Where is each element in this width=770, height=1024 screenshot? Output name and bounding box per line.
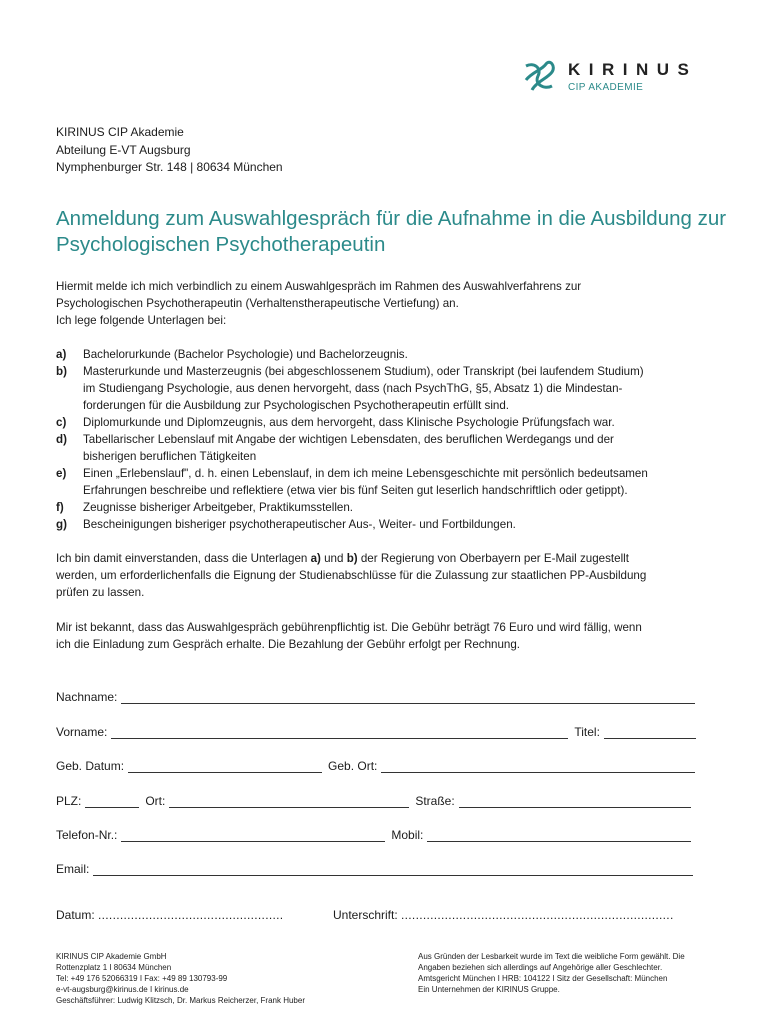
titel-field[interactable] <box>604 726 696 739</box>
intro-line: Psychologischen Psychotherapeutin (Verhaltenstherapeutische Vertiefung) an. <box>56 297 459 310</box>
form-row-adresse <box>56 790 706 808</box>
unterschrift-row <box>333 908 674 922</box>
footer-line: Ein Unternehmen der KIRINUS Gruppe. <box>418 985 560 994</box>
document-item <box>56 516 726 533</box>
document-line: Masterurkunde und Masterzeugnis (bei abgeschlossenem Studium), oder Transkript (bei laufendem Studium) <box>83 365 644 378</box>
fee-line: Mir ist bekannt, dass das Auswahlgespräch gebührenpflichtig ist. Die Gebühr beträgt 76 Euro und wird fällig, wenn <box>56 621 642 634</box>
intro-line: Hiermit melde ich mich verbindlich zu einem Auswahlgespräch im Rahmen des Auswahlverfahrens zur <box>56 280 582 293</box>
intro-paragraph <box>56 278 726 329</box>
documents-list <box>56 346 726 533</box>
consent-line <box>56 550 726 567</box>
document-line: im Studiengang Psychologie, aus denen hervorgeht, dass (nach PsychThG, §5, Absatz 1) die Mindestan- <box>83 382 623 395</box>
address-line: KIRINUS CIP Akademie <box>56 125 184 139</box>
geb-datum-label: Geb. Datum: <box>56 759 125 773</box>
fee-line: ich die Einladung zum Gespräch erhalte. Die Bezahlung der Gebühr erfolgt per Rechnung. <box>56 638 521 651</box>
fee-paragraph <box>56 619 726 653</box>
email-field[interactable] <box>93 863 693 876</box>
footer-line: Tel: +49 176 52066319 I Fax: +49 89 130793-99 <box>56 974 228 983</box>
document-line: forderungen für die Ausbildung zur Psychologischen Psychotherapeutin erfüllt sind. <box>83 399 510 412</box>
vorname-label: Vorname: <box>56 725 108 739</box>
page-title: Anmeldung zum Auswahlgespräch für die Aufnahme in die Ausbildung zur Psychologischen Psychotherapeutin <box>56 207 727 256</box>
nachname-field[interactable] <box>121 691 695 704</box>
form-row-nachname <box>56 686 706 704</box>
telefon-field[interactable] <box>121 829 385 842</box>
plz-label: PLZ: <box>56 794 82 808</box>
consent-ref-b: b) <box>346 552 358 565</box>
document-item <box>56 465 726 499</box>
document-line: Tabellarischer Lebenslauf mit Angabe der wichtigen Lebensdaten, des beruflichen Werdegangs und der <box>83 433 614 446</box>
document-item <box>56 363 726 414</box>
plz-field[interactable] <box>85 795 139 808</box>
strasse-field[interactable] <box>459 795 691 808</box>
geb-ort-field[interactable] <box>381 760 695 773</box>
nachname-label: Nachname: <box>56 690 118 704</box>
logo-subtitle: CIP AKADEMIE <box>568 82 644 93</box>
document-letter: g) <box>56 518 67 531</box>
address-line: Nymphenburger Str. 148 | 80634 München <box>56 160 283 174</box>
unterschrift-label: Unterschrift: <box>333 908 398 922</box>
form-row-geburt <box>56 755 706 773</box>
document-item <box>56 346 726 363</box>
datum-field[interactable]: ................................................... <box>98 908 284 922</box>
footer-line: Geschäftsführer: Ludwig Klitzsch, Dr. Markus Reicherzer, Frank Huber <box>56 996 305 1005</box>
document-line: Bescheinigungen bisheriger psychotherapeutischer Aus-, Weiter- und Fortbildungen. <box>83 518 516 531</box>
document-line: bisherigen beruflichen Tätigkeiten <box>83 450 257 463</box>
mobil-field[interactable] <box>427 829 691 842</box>
document-item <box>56 414 726 431</box>
document-line: Erfahrungen beschreibe und reflektiere (etwa vier bis fünf Seiten gut leserlich handschriftlich oder getippt). <box>83 484 628 497</box>
document-letter: d) <box>56 433 67 446</box>
document-line: Zeugnisse bisheriger Arbeitgeber, Praktikumsstellen. <box>83 501 354 514</box>
datum-row <box>56 908 283 922</box>
address-line: Abteilung E-VT Augsburg <box>56 142 191 157</box>
form-row-telefon <box>56 824 706 842</box>
geb-ort-label: Geb. Ort: <box>328 759 378 773</box>
document-item <box>56 431 726 465</box>
intro-line: Ich lege folgende Unterlagen bei: <box>56 314 227 327</box>
consent-paragraph <box>56 550 726 601</box>
strasse-label: Straße: <box>415 794 455 808</box>
footer-line: e-vt-augsburg@kirinus.de I kirinus.de <box>56 985 189 994</box>
document-letter: b) <box>56 365 67 378</box>
logo-brand: KIRINUS <box>568 60 698 79</box>
document-line: Bachelorurkunde (Bachelor Psychologie) und Bachelorzeugnis. <box>83 348 408 361</box>
form-row-vorname <box>56 721 706 739</box>
document-letter: c) <box>56 416 67 429</box>
consent-text: der Regierung von Oberbayern per E-Mail zugestellt <box>357 552 629 565</box>
document-letter: a) <box>56 348 67 361</box>
consent-line: werden, um erforderlichenfalls die Eignung der Studienabschlüsse für die Zulassung zur staatlichen PP-Ausbildung <box>56 569 647 582</box>
consent-text: und <box>320 552 347 565</box>
footer-company-info <box>56 951 305 1006</box>
geb-datum-field[interactable] <box>128 760 322 773</box>
ort-field[interactable] <box>169 795 409 808</box>
consent-text: Ich bin damit einverstanden, dass die Unterlagen <box>56 552 311 565</box>
ort-label: Ort: <box>145 794 166 808</box>
consent-line: prüfen zu lassen. <box>56 586 145 599</box>
kirinus-logo-icon <box>522 60 558 94</box>
footer-line: Angaben beziehen sich allerdings auf Angehörige aller Geschlechter. <box>418 963 663 972</box>
document-line: Einen „Erlebenslauf", d. h. einen Lebenslauf, in dem ich meine Lebensgeschichte mit persönlich bedeutsamen <box>83 467 648 480</box>
document-item <box>56 499 726 516</box>
document-letter: e) <box>56 467 67 480</box>
footer-legal-info <box>418 951 718 995</box>
footer-line: KIRINUS CIP Akademie GmbH <box>56 952 167 961</box>
titel-label: Titel: <box>574 725 600 739</box>
mobil-label: Mobil: <box>391 828 424 842</box>
recipient-address <box>56 124 283 177</box>
form-row-email <box>56 858 706 876</box>
telefon-label: Telefon-Nr.: <box>56 828 118 842</box>
consent-ref-a: a) <box>310 552 321 565</box>
datum-label: Datum: <box>56 908 95 922</box>
email-label: Email: <box>56 862 90 876</box>
footer-line: Amtsgericht München I HRB: 104122 I Sitz der Gesellschaft: München <box>418 974 668 983</box>
kirinus-logo <box>522 58 722 98</box>
unterschrift-field[interactable]: ........................................................................... <box>401 908 674 922</box>
vorname-field[interactable] <box>111 726 568 739</box>
document-line: Diplomurkunde und Diplomzeugnis, aus dem hervorgeht, dass Klinische Psychologie Prüfungsfach war. <box>83 416 615 429</box>
footer-line: Rottenzplatz 1 I 80634 München <box>56 963 172 972</box>
footer-line: Aus Gründen der Lesbarkeit wurde im Text die weibliche Form gewählt. Die <box>418 952 685 961</box>
document-letter: f) <box>56 501 64 514</box>
